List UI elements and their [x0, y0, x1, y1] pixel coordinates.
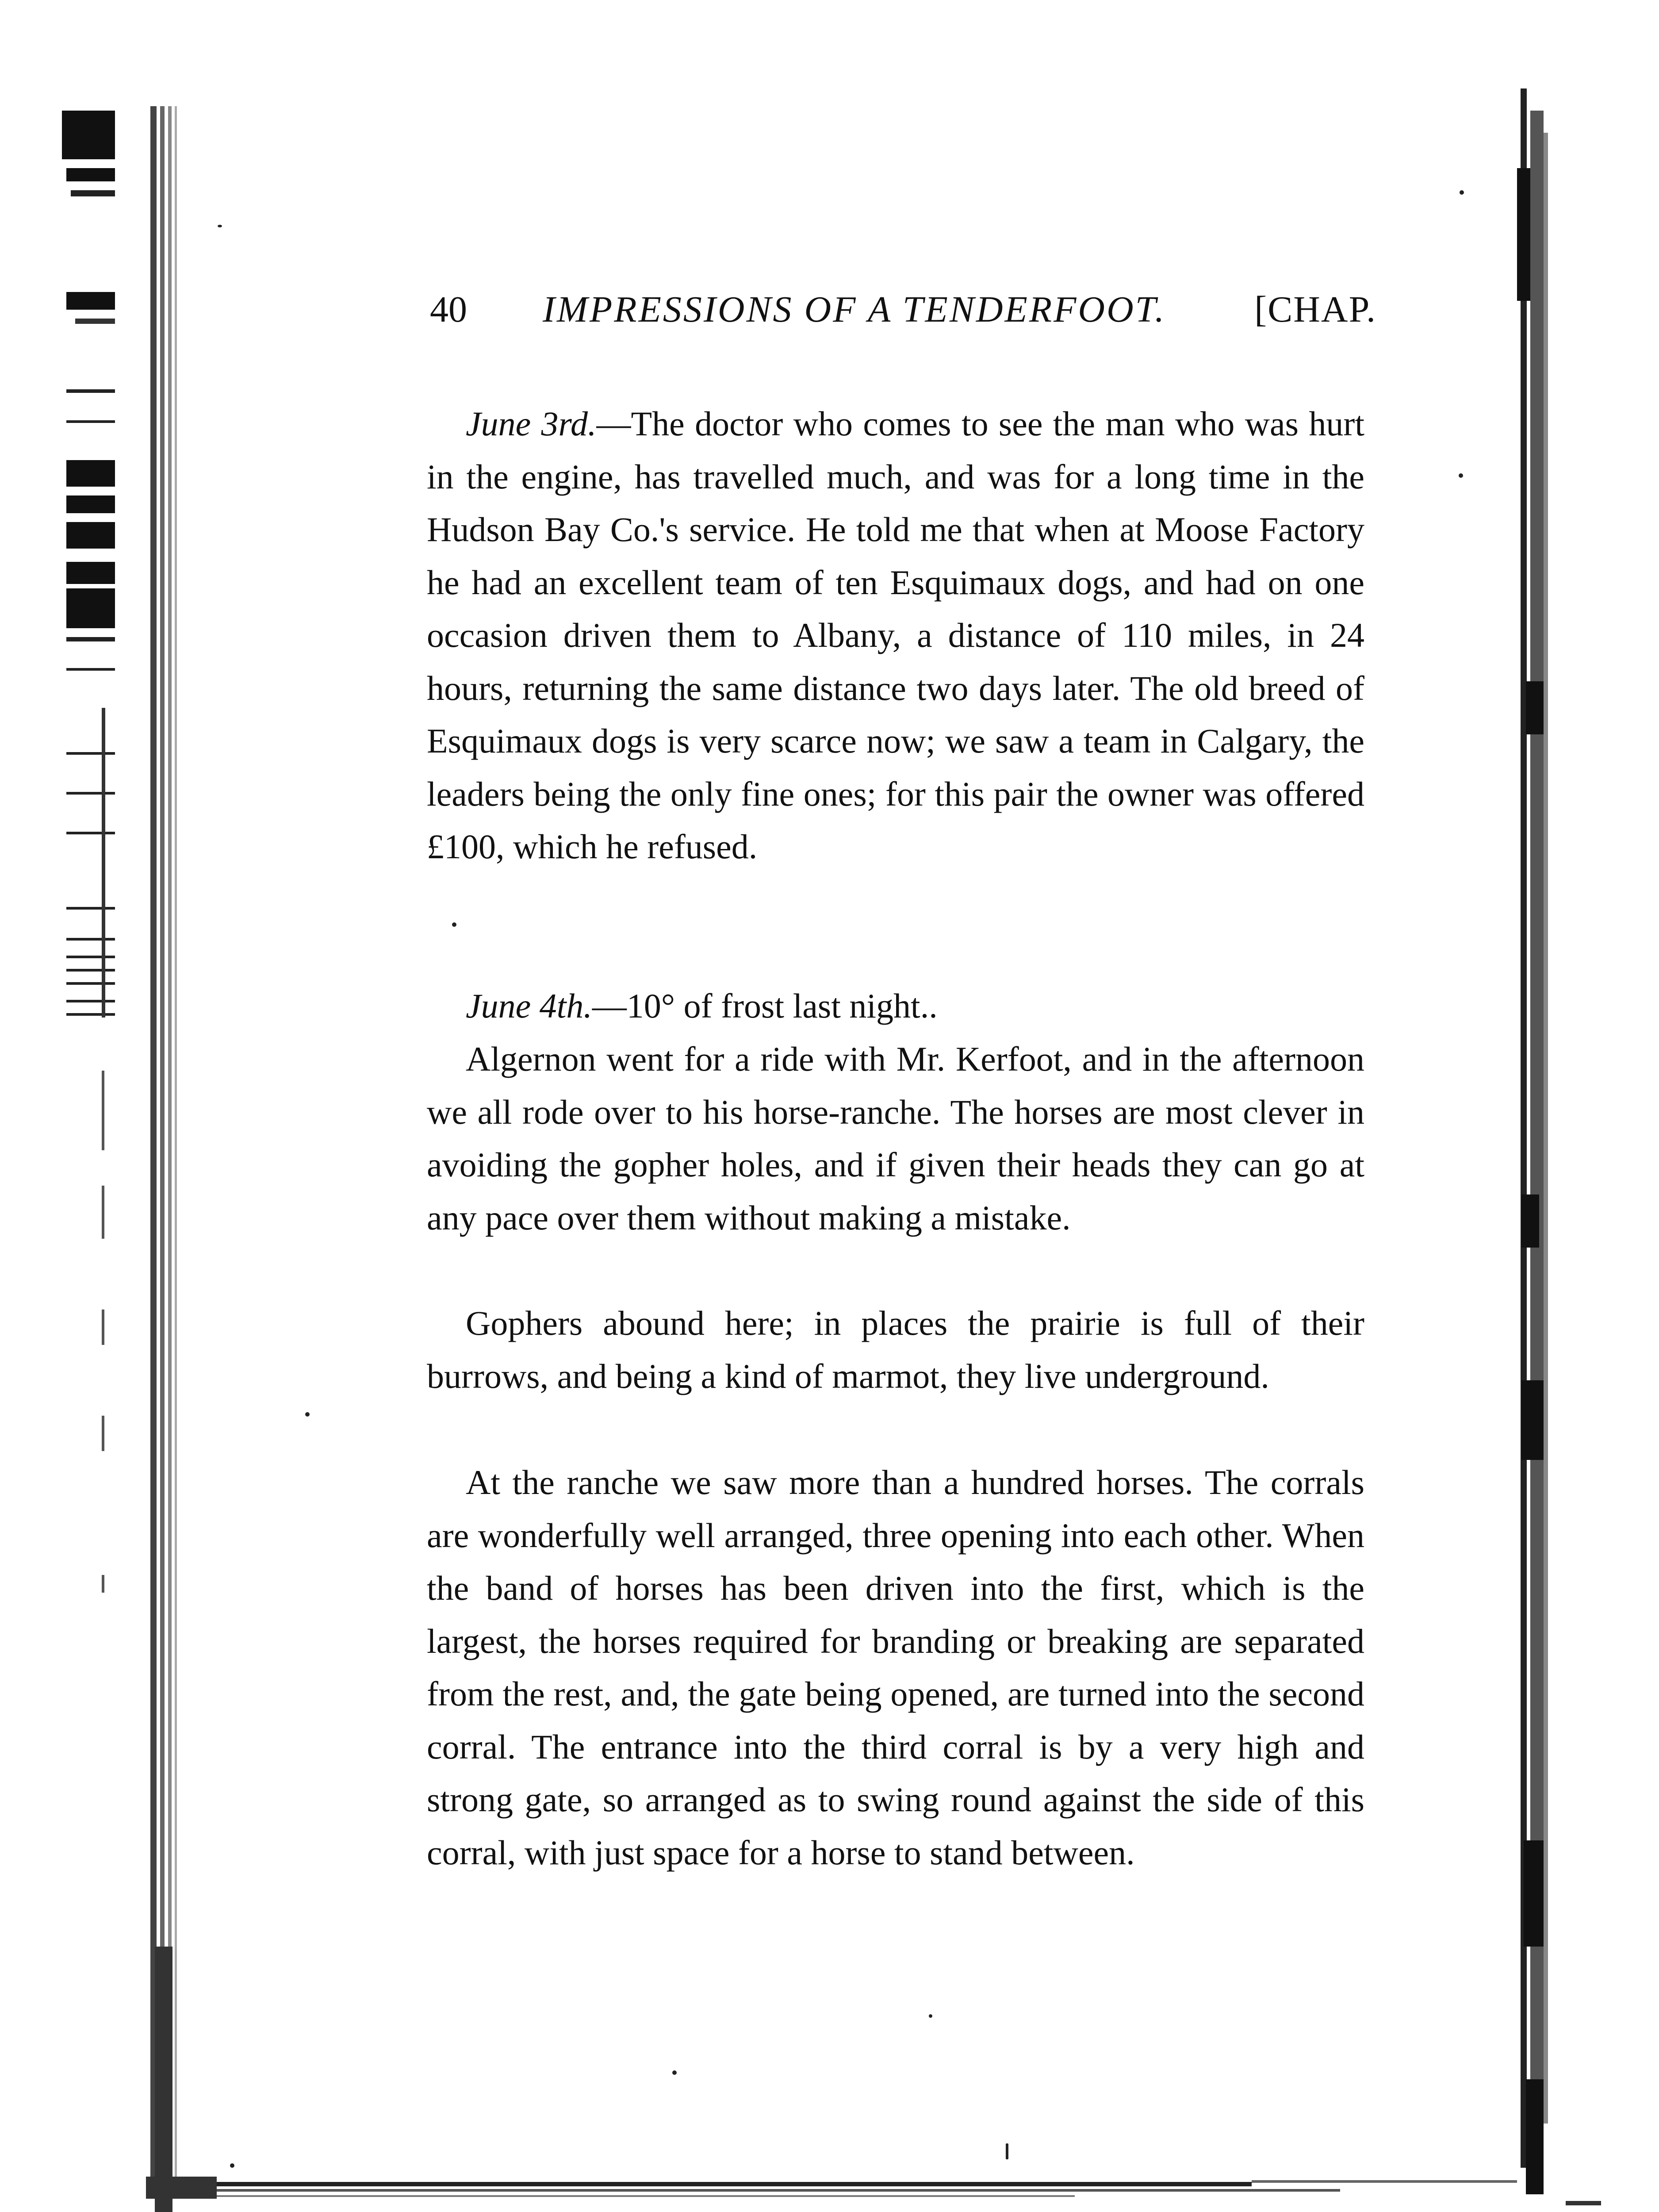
scan-binding-edge-left — [0, 0, 190, 2212]
scan-speck — [672, 2070, 677, 2075]
scan-speck — [305, 1412, 310, 1417]
paragraph-corrals: At the ranche we saw more than a hundred horses. The corrals are wonderfully well arranged, three opening into each other. When the band of horses has been driven into the first, which is the largest, the horses required for branding or breaking are separated from the rest, and, the gate being opened, are turned into the second corral. The entrance into the third corral is by a very high and strong gate, so arranged as to swing round against the side of this corral, with just space for a horse to stand between. — [427, 1463, 1364, 1872]
entry-date: June 4th. — [466, 987, 592, 1025]
running-title: IMPRESSIONS OF A TENDERFOOT. — [543, 289, 1166, 330]
page-number: 40 — [430, 289, 467, 330]
scan-speck — [929, 2014, 932, 2018]
paragraph-text: —The doctor who comes to see the man who was hurt in the engine, has travelled much, and was for a long time in the Hudson Bay Co.'s service. He told me that when at Moose Factory he had an excellent team of ten Esquimaux dogs, and had on one occasion driven them to Albany, a distance of 110 miles, in 24 hours, returning the same distance two days later. The old breed of Esquimaux dogs is very scarce now; we saw a team in Calgary, the leaders being the only fine ones; for this pair the owner was offered £100, which he refused. — [427, 404, 1364, 866]
paragraph-june-4th — [427, 979, 1364, 1033]
paragraph-text: —10° of frost last night.. — [592, 987, 938, 1025]
paragraph-june-3rd — [427, 397, 1364, 873]
scan-speck — [1459, 473, 1463, 478]
entry-date: June 3rd. — [466, 404, 597, 443]
scan-speck — [452, 922, 456, 927]
running-header — [430, 283, 1376, 336]
scan-speck — [1460, 190, 1464, 195]
scan-bottom-edge — [146, 2159, 1517, 2212]
chapter-marker: [CHAP. — [1254, 289, 1376, 330]
scan-facing-page-edge-right — [1499, 0, 1659, 2212]
scan-speck — [218, 225, 222, 227]
paragraph-gophers: Gophers abound here; in places the prairie is full of their burrows, and being a kind of marmot, they live underground. — [427, 1304, 1364, 1395]
scan-speck — [230, 2163, 234, 2168]
scan-speck — [1006, 2143, 1008, 2159]
paragraph-ride-horse-ranche: Algernon went for a ride with Mr. Kerfoot, and in the afternoon we all rode over to his horse-ranche. The horses are most clever in avoiding the gopher holes, and if given their heads they can go at any pace over them without making a mistake. — [427, 1040, 1364, 1237]
